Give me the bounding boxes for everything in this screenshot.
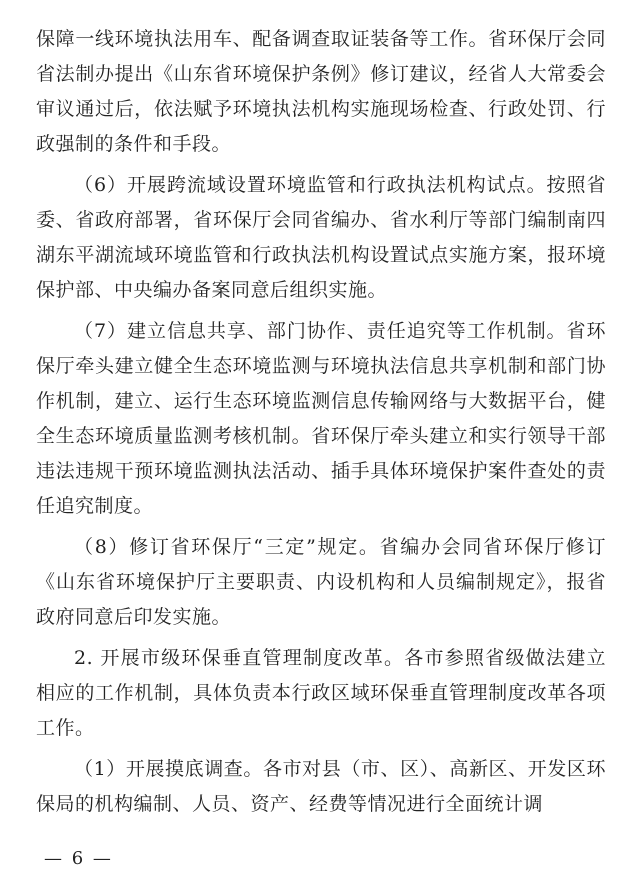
paragraph-3: （7）建立信息共享、部门协作、责任追究等工作机制。省环保厅牵头建立健全生态环境监测与环境执法信息共享机制和部门协作机制，建立、运行生态环境监测信息传输网络与大数据平台，健全生态环境质量监测考核机制。省环保厅牵头建立和实行领导干部违法违规干预环境监测执法活动、插手具体环境保护案件查处的责任追究制度。 (36, 320, 606, 517)
paragraph-5: 2. 开展市级环保垂直管理制度改革。各市参照省级做法建立相应的工作机制，具体负责本行政区域环保垂直管理制度改革各项工作。 (36, 647, 606, 739)
paragraph-6: （1）开展摸底调查。各市对县（市、区）、高新区、开发区环保局的机构编制、人员、资产、经费等情况进行全面统计调 (36, 758, 606, 815)
page-number: — 6 — (44, 848, 113, 869)
document-body (36, 22, 606, 828)
paragraph-2: （6）开展跨流域设置环境监管和行政执法机构试点。按照省委、省政府部署，省环保厅会同省编办、省水利厅等部门编制南四湖东平湖流域环境监管和行政执法机构设置试点实施方案，报环境保护部、中央编办备案同意后组织实施。 (36, 174, 606, 301)
paragraph-1: 保障一线环境执法用车、配备调查取证装备等工作。省环保厅会同省法制办提出《山东省环境保护条例》修订建议，经省人大常委会审议通过后，依法赋予环境执法机构实施现场检查、行政处罚、行政强制的条件和手段。 (36, 28, 606, 155)
paragraph-4: （8）修订省环保厅“三定”规定。省编办会同省环保厅修订《山东省环境保护厅主要职责、内设机构和人员编制规定》，报省政府同意后印发实施。 (36, 536, 606, 628)
